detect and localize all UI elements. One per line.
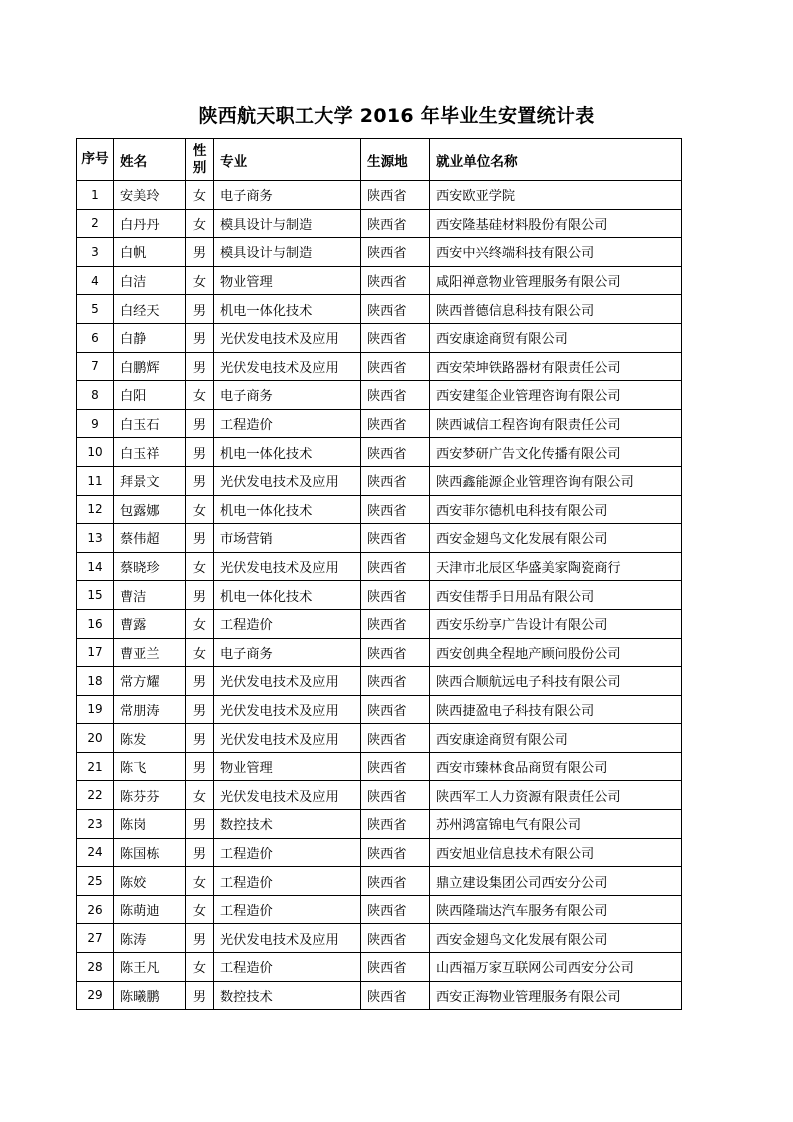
cell-major: 数控技术 xyxy=(214,810,361,839)
cell-seq: 10 xyxy=(77,438,114,467)
cell-name: 陈岗 xyxy=(114,810,186,839)
cell-name: 陈芬芬 xyxy=(114,781,186,810)
cell-employer: 西安菲尔德机电科技有限公司 xyxy=(430,495,682,524)
cell-sex: 女 xyxy=(186,638,214,667)
cell-sex: 男 xyxy=(186,438,214,467)
cell-major: 模具设计与制造 xyxy=(214,209,361,238)
table-row xyxy=(77,638,682,667)
cell-seq: 23 xyxy=(77,810,114,839)
cell-name: 陈涛 xyxy=(114,924,186,953)
cell-seq: 16 xyxy=(77,609,114,638)
cell-name: 曹洁 xyxy=(114,581,186,610)
cell-sex: 女 xyxy=(186,867,214,896)
cell-name: 陈曦鹏 xyxy=(114,981,186,1010)
cell-employer: 西安正海物业管理服务有限公司 xyxy=(430,981,682,1010)
cell-origin: 陕西省 xyxy=(361,352,430,381)
cell-employer: 西安乐纷享广告设计有限公司 xyxy=(430,609,682,638)
cell-origin: 陕西省 xyxy=(361,667,430,696)
cell-employer: 西安金翅鸟文化发展有限公司 xyxy=(430,924,682,953)
cell-seq: 8 xyxy=(77,381,114,410)
cell-major: 市场营销 xyxy=(214,524,361,553)
cell-origin: 陕西省 xyxy=(361,524,430,553)
cell-major: 物业管理 xyxy=(214,266,361,295)
cell-employer: 西安欧亚学院 xyxy=(430,181,682,210)
cell-sex: 男 xyxy=(186,238,214,267)
cell-seq: 20 xyxy=(77,724,114,753)
cell-major: 光伏发电技术及应用 xyxy=(214,466,361,495)
table-row xyxy=(77,981,682,1010)
cell-origin: 陕西省 xyxy=(361,409,430,438)
cell-origin: 陕西省 xyxy=(361,953,430,982)
table-row xyxy=(77,181,682,210)
cell-origin: 陕西省 xyxy=(361,781,430,810)
cell-origin: 陕西省 xyxy=(361,838,430,867)
cell-sex: 男 xyxy=(186,352,214,381)
cell-major: 机电一体化技术 xyxy=(214,495,361,524)
cell-major: 数控技术 xyxy=(214,981,361,1010)
cell-employer: 西安中兴终端科技有限公司 xyxy=(430,238,682,267)
cell-seq: 27 xyxy=(77,924,114,953)
cell-sex: 女 xyxy=(186,609,214,638)
cell-major: 电子商务 xyxy=(214,181,361,210)
cell-name: 包露娜 xyxy=(114,495,186,524)
cell-major: 机电一体化技术 xyxy=(214,581,361,610)
cell-employer: 咸阳禅意物业管理服务有限公司 xyxy=(430,266,682,295)
table-row xyxy=(77,581,682,610)
table-row xyxy=(77,495,682,524)
cell-major: 模具设计与制造 xyxy=(214,238,361,267)
table-row xyxy=(77,238,682,267)
cell-sex: 男 xyxy=(186,724,214,753)
cell-sex: 女 xyxy=(186,895,214,924)
cell-origin: 陕西省 xyxy=(361,209,430,238)
cell-origin: 陕西省 xyxy=(361,295,430,324)
header-employer: 就业单位名称 xyxy=(430,139,682,181)
cell-origin: 陕西省 xyxy=(361,752,430,781)
cell-sex: 男 xyxy=(186,466,214,495)
table-row xyxy=(77,781,682,810)
cell-sex: 男 xyxy=(186,810,214,839)
cell-seq: 22 xyxy=(77,781,114,810)
graduate-placement-table xyxy=(76,138,682,1010)
cell-name: 白静 xyxy=(114,323,186,352)
table-row xyxy=(77,381,682,410)
table-row xyxy=(77,667,682,696)
cell-sex: 男 xyxy=(186,667,214,696)
table-row xyxy=(77,953,682,982)
cell-employer: 西安荣坤铁路器材有限责任公司 xyxy=(430,352,682,381)
cell-origin: 陕西省 xyxy=(361,867,430,896)
cell-major: 电子商务 xyxy=(214,638,361,667)
cell-name: 常朋涛 xyxy=(114,695,186,724)
cell-sex: 女 xyxy=(186,552,214,581)
header-seq: 序号 xyxy=(77,139,114,181)
cell-origin: 陕西省 xyxy=(361,895,430,924)
cell-name: 曹亚兰 xyxy=(114,638,186,667)
cell-origin: 陕西省 xyxy=(361,695,430,724)
cell-name: 白玉祥 xyxy=(114,438,186,467)
cell-seq: 1 xyxy=(77,181,114,210)
cell-sex: 女 xyxy=(186,381,214,410)
cell-major: 光伏发电技术及应用 xyxy=(214,924,361,953)
cell-seq: 28 xyxy=(77,953,114,982)
cell-sex: 男 xyxy=(186,295,214,324)
table-row xyxy=(77,695,682,724)
cell-sex: 女 xyxy=(186,181,214,210)
cell-origin: 陕西省 xyxy=(361,724,430,753)
cell-seq: 26 xyxy=(77,895,114,924)
cell-seq: 24 xyxy=(77,838,114,867)
cell-name: 陈王凡 xyxy=(114,953,186,982)
cell-major: 工程造价 xyxy=(214,409,361,438)
cell-seq: 21 xyxy=(77,752,114,781)
table-row xyxy=(77,295,682,324)
cell-major: 光伏发电技术及应用 xyxy=(214,781,361,810)
table-row xyxy=(77,438,682,467)
cell-origin: 陕西省 xyxy=(361,609,430,638)
cell-name: 陈国栋 xyxy=(114,838,186,867)
cell-name: 安美玲 xyxy=(114,181,186,210)
cell-sex: 女 xyxy=(186,209,214,238)
table-body xyxy=(77,181,682,1010)
table-row xyxy=(77,924,682,953)
table-row xyxy=(77,552,682,581)
cell-seq: 6 xyxy=(77,323,114,352)
cell-name: 白丹丹 xyxy=(114,209,186,238)
cell-major: 机电一体化技术 xyxy=(214,438,361,467)
cell-name: 白鹏辉 xyxy=(114,352,186,381)
table-row xyxy=(77,323,682,352)
table-row xyxy=(77,524,682,553)
table-row xyxy=(77,752,682,781)
cell-major: 光伏发电技术及应用 xyxy=(214,552,361,581)
cell-sex: 男 xyxy=(186,323,214,352)
cell-origin: 陕西省 xyxy=(361,181,430,210)
cell-origin: 陕西省 xyxy=(361,924,430,953)
cell-employer: 西安旭业信息技术有限公司 xyxy=(430,838,682,867)
cell-employer: 苏州鸿富锦电气有限公司 xyxy=(430,810,682,839)
cell-seq: 14 xyxy=(77,552,114,581)
cell-employer: 陕西军工人力资源有限责任公司 xyxy=(430,781,682,810)
cell-origin: 陕西省 xyxy=(361,381,430,410)
cell-employer: 陕西诚信工程咨询有限责任公司 xyxy=(430,409,682,438)
cell-major: 电子商务 xyxy=(214,381,361,410)
cell-major: 光伏发电技术及应用 xyxy=(214,695,361,724)
cell-name: 白阳 xyxy=(114,381,186,410)
table-row xyxy=(77,895,682,924)
header-origin: 生源地 xyxy=(361,139,430,181)
cell-origin: 陕西省 xyxy=(361,438,430,467)
cell-major: 工程造价 xyxy=(214,867,361,896)
table-row xyxy=(77,209,682,238)
cell-sex: 男 xyxy=(186,409,214,438)
cell-employer: 山西福万家互联网公司西安分公司 xyxy=(430,953,682,982)
cell-seq: 9 xyxy=(77,409,114,438)
table-row xyxy=(77,352,682,381)
cell-seq: 3 xyxy=(77,238,114,267)
header-major: 专业 xyxy=(214,139,361,181)
cell-employer: 西安金翅鸟文化发展有限公司 xyxy=(430,524,682,553)
cell-seq: 25 xyxy=(77,867,114,896)
cell-seq: 15 xyxy=(77,581,114,610)
cell-employer: 西安康途商贸有限公司 xyxy=(430,323,682,352)
cell-major: 工程造价 xyxy=(214,838,361,867)
cell-origin: 陕西省 xyxy=(361,810,430,839)
cell-employer: 西安市臻林食品商贸有限公司 xyxy=(430,752,682,781)
cell-seq: 18 xyxy=(77,667,114,696)
cell-employer: 西安创典全程地产顾问股份公司 xyxy=(430,638,682,667)
cell-seq: 5 xyxy=(77,295,114,324)
header-name: 姓名 xyxy=(114,139,186,181)
cell-origin: 陕西省 xyxy=(361,266,430,295)
cell-origin: 陕西省 xyxy=(361,495,430,524)
cell-origin: 陕西省 xyxy=(361,238,430,267)
cell-employer: 西安佳帮手日用品有限公司 xyxy=(430,581,682,610)
cell-employer: 西安梦研广告文化传播有限公司 xyxy=(430,438,682,467)
cell-major: 工程造价 xyxy=(214,895,361,924)
cell-sex: 男 xyxy=(186,524,214,553)
cell-name: 曹露 xyxy=(114,609,186,638)
cell-employer: 陕西普德信息科技有限公司 xyxy=(430,295,682,324)
cell-major: 光伏发电技术及应用 xyxy=(214,323,361,352)
cell-name: 蔡伟超 xyxy=(114,524,186,553)
cell-seq: 11 xyxy=(77,466,114,495)
table-row xyxy=(77,609,682,638)
cell-origin: 陕西省 xyxy=(361,466,430,495)
cell-sex: 男 xyxy=(186,924,214,953)
cell-sex: 男 xyxy=(186,581,214,610)
table-row xyxy=(77,409,682,438)
cell-employer: 陕西鑫能源企业管理咨询有限公司 xyxy=(430,466,682,495)
cell-seq: 17 xyxy=(77,638,114,667)
cell-seq: 2 xyxy=(77,209,114,238)
cell-employer: 天津市北辰区华盛美家陶瓷商行 xyxy=(430,552,682,581)
cell-major: 工程造价 xyxy=(214,953,361,982)
cell-sex: 女 xyxy=(186,266,214,295)
cell-name: 白洁 xyxy=(114,266,186,295)
cell-name: 拜景文 xyxy=(114,466,186,495)
cell-name: 白帆 xyxy=(114,238,186,267)
cell-origin: 陕西省 xyxy=(361,638,430,667)
table-row xyxy=(77,867,682,896)
cell-name: 蔡晓珍 xyxy=(114,552,186,581)
cell-origin: 陕西省 xyxy=(361,581,430,610)
cell-seq: 4 xyxy=(77,266,114,295)
cell-major: 光伏发电技术及应用 xyxy=(214,667,361,696)
cell-employer: 西安建玺企业管理咨询有限公司 xyxy=(430,381,682,410)
cell-major: 机电一体化技术 xyxy=(214,295,361,324)
cell-major: 光伏发电技术及应用 xyxy=(214,724,361,753)
cell-major: 物业管理 xyxy=(214,752,361,781)
cell-sex: 男 xyxy=(186,695,214,724)
cell-seq: 7 xyxy=(77,352,114,381)
cell-employer: 陕西隆瑞达汽车服务有限公司 xyxy=(430,895,682,924)
document-title: 陕西航天职工大学 2016 年毕业生安置统计表 xyxy=(198,105,595,127)
table-header-row xyxy=(77,139,682,181)
cell-seq: 19 xyxy=(77,695,114,724)
cell-sex: 男 xyxy=(186,981,214,1010)
cell-sex: 男 xyxy=(186,752,214,781)
cell-employer: 陕西捷盈电子科技有限公司 xyxy=(430,695,682,724)
cell-seq: 12 xyxy=(77,495,114,524)
table-row xyxy=(77,810,682,839)
header-sex: 性别 xyxy=(186,139,214,181)
cell-name: 白经天 xyxy=(114,295,186,324)
cell-seq: 29 xyxy=(77,981,114,1010)
cell-origin: 陕西省 xyxy=(361,323,430,352)
cell-sex: 女 xyxy=(186,953,214,982)
table-row xyxy=(77,724,682,753)
table-row xyxy=(77,266,682,295)
table-row xyxy=(77,838,682,867)
cell-employer: 陕西合顺航远电子科技有限公司 xyxy=(430,667,682,696)
table-row xyxy=(77,466,682,495)
cell-major: 工程造价 xyxy=(214,609,361,638)
cell-employer: 西安隆基硅材料股份有限公司 xyxy=(430,209,682,238)
cell-origin: 陕西省 xyxy=(361,981,430,1010)
cell-employer: 西安康途商贸有限公司 xyxy=(430,724,682,753)
cell-name: 陈发 xyxy=(114,724,186,753)
cell-name: 白玉石 xyxy=(114,409,186,438)
cell-seq: 13 xyxy=(77,524,114,553)
cell-sex: 女 xyxy=(186,495,214,524)
cell-sex: 女 xyxy=(186,781,214,810)
cell-sex: 男 xyxy=(186,838,214,867)
cell-name: 陈飞 xyxy=(114,752,186,781)
cell-employer: 鼎立建设集团公司西安分公司 xyxy=(430,867,682,896)
cell-name: 陈姣 xyxy=(114,867,186,896)
cell-name: 陈萌迪 xyxy=(114,895,186,924)
cell-name: 常方耀 xyxy=(114,667,186,696)
cell-origin: 陕西省 xyxy=(361,552,430,581)
cell-major: 光伏发电技术及应用 xyxy=(214,352,361,381)
